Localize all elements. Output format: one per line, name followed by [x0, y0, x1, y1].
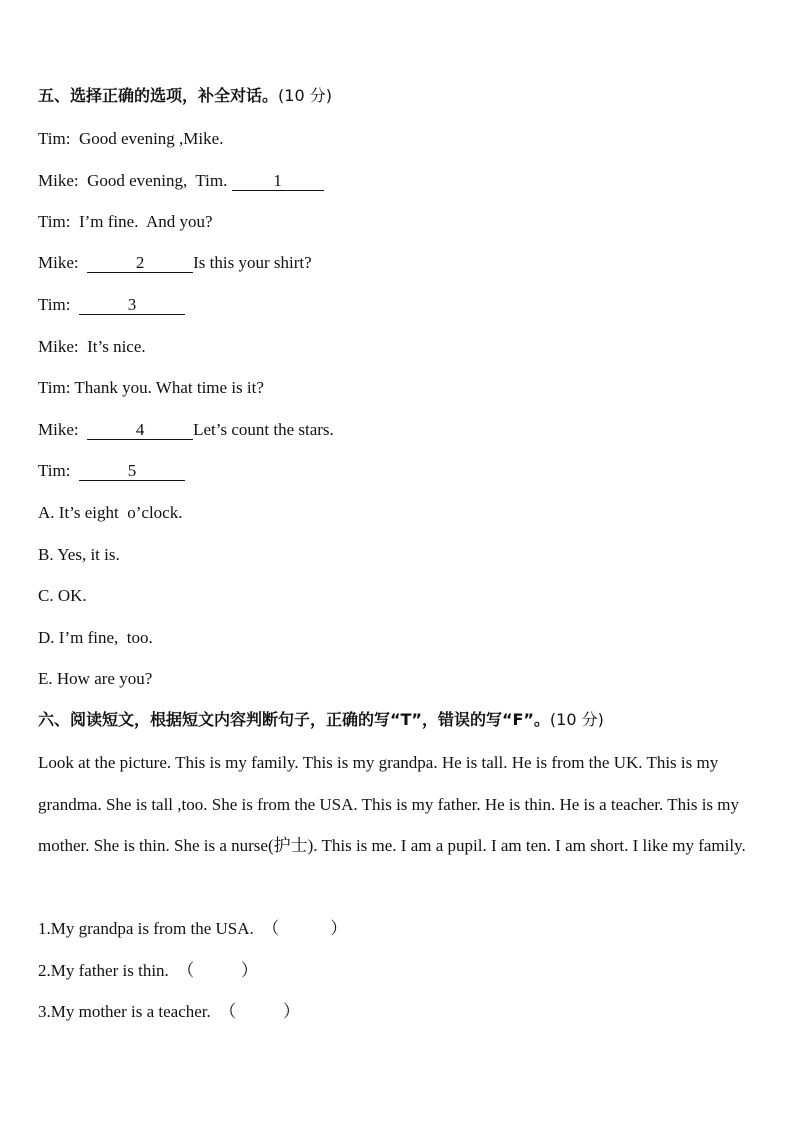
answer-box-1[interactable]: （ ） [262, 919, 348, 938]
option-a: A. It’s eight o’clock. [38, 503, 183, 522]
dialogue-line-2 [38, 171, 324, 191]
answer-blank-2[interactable] [87, 254, 193, 273]
dialogue-text: I’m fine. And you? [78, 212, 213, 231]
option-b: B. Yes, it is. [38, 545, 120, 564]
section6-heading [38, 710, 604, 730]
section5-score: (10 分) [278, 86, 332, 105]
dialogue-text: Is this your shirt? [193, 253, 312, 272]
answer-box-2[interactable]: （ ） [177, 961, 259, 980]
speaker: Tim: [38, 212, 71, 231]
speaker: Mike: [38, 337, 79, 356]
dialogue-line-4 [38, 253, 312, 273]
section6-heading-text: 六、阅读短文，根据短文内容判断句子，正确的写“T”，错误的写“F”。 [38, 710, 550, 729]
blank-number: 2 [135, 253, 145, 272]
blank-number: 5 [127, 461, 137, 480]
dialogue-text: It’s nice. [87, 337, 146, 356]
statement-2 [38, 961, 258, 981]
dialogue-line-3 [38, 212, 213, 232]
speaker: Mike: [38, 253, 79, 272]
dialogue-line-1 [38, 129, 223, 149]
answer-blank-3[interactable] [79, 296, 185, 315]
statement-text: 2.My father is thin. [38, 961, 169, 980]
answer-blank-1[interactable] [232, 172, 324, 191]
option-e: E. How are you? [38, 669, 153, 688]
dialogue-line-8 [38, 420, 334, 440]
speaker: Tim: [38, 461, 71, 480]
statement-text: 3.My mother is a teacher. [38, 1002, 211, 1021]
blank-number: 3 [127, 295, 137, 314]
speaker: Tim: [38, 129, 71, 148]
statement-3 [38, 1002, 300, 1022]
speaker: Mike: [38, 420, 79, 439]
dialogue-text: Good evening, Tim. [87, 171, 228, 190]
dialogue-text: Let’s count the stars. [193, 420, 334, 439]
speaker: Tim: [38, 295, 71, 314]
statement-text: 1.My grandpa is from the USA. [38, 919, 254, 938]
dialogue-text: Thank you. What time is it? [74, 378, 264, 397]
dialogue-line-5 [38, 295, 185, 315]
section5-heading [38, 86, 332, 106]
speaker: Mike: [38, 171, 79, 190]
dialogue-text: Good evening ,Mike. [78, 129, 224, 148]
reading-passage: Look at the picture. This is my family. This is my grandpa. He is tall. He is from the UK. This is my grandma. She is tall ,too. She is from the USA. This is my father. He is thin. He is a teacher. This is my mother. She is thin. She is a nurse(护士). This is me. I am a pupil. I am ten. I am short. I like my family. [38, 753, 746, 855]
section6-score: (10 分) [549, 710, 604, 729]
answer-box-3[interactable]: （ ） [219, 1002, 301, 1021]
section5-heading-text: 五、选择正确的选项，补全对话。 [38, 86, 279, 105]
speaker: Tim: [38, 378, 71, 397]
dialogue-line-7 [38, 378, 264, 398]
blank-number: 1 [273, 171, 282, 190]
answer-blank-5[interactable] [79, 462, 185, 481]
blank-number: 4 [135, 420, 145, 439]
answer-blank-4[interactable] [87, 421, 193, 440]
option-c: C. OK. [38, 586, 87, 605]
dialogue-line-9 [38, 461, 185, 481]
dialogue-line-6 [38, 337, 146, 357]
option-d: D. I’m fine, too. [38, 628, 153, 647]
statement-1 [38, 919, 347, 939]
